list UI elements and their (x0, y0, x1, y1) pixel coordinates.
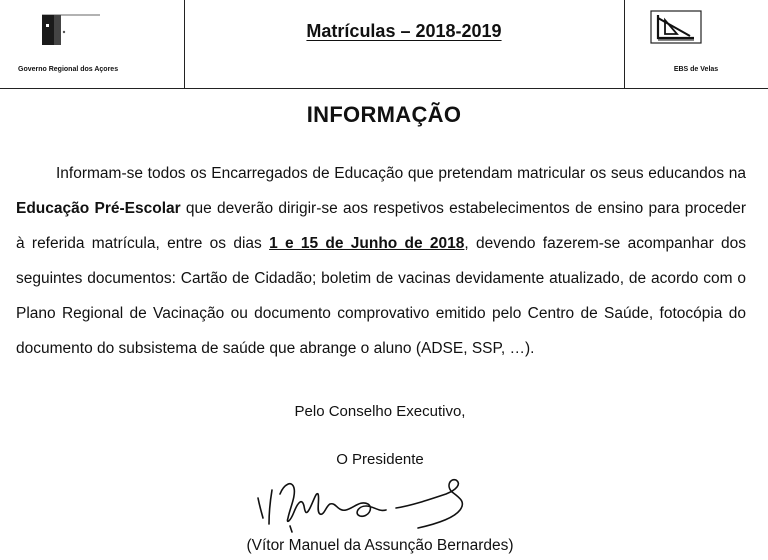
government-label: Governo Regional dos Açores (18, 66, 119, 73)
signoff-council: Pelo Conselho Executivo, (294, 403, 466, 420)
document-header (0, 0, 768, 89)
body-text-part-2: que deverão dirigir-se aos respetivos estabelecimentos de ensino para proceder à referida matrícula, entre os dias (16, 200, 746, 252)
signoff-role: O Presidente (336, 451, 424, 468)
document-title: INFORMAÇÃO (306, 102, 462, 127)
education-level-emphasis: Educação Pré-Escolar (16, 200, 181, 217)
government-emblem-icon (40, 14, 102, 48)
school-label: EBS de Velas (673, 66, 719, 73)
handwritten-signature (250, 472, 480, 538)
announcement-paragraph (16, 156, 746, 366)
body-text-part-3: , devendo fazerem-se acompanhar dos seguintes documentos: Cartão de Cidadão; boletim de vacinas devidamente atualizado, de acordo com o Plano Regional de Vacinação ou documento comprovativo emitido pelo Centro de Saúde, fotocópia do documento do subsistema de saúde que abrange o aluno (ADSE, SSP, …). (16, 235, 747, 357)
enrollment-dates: 1 e 15 de Junho de 2018 (269, 235, 465, 252)
header-right-cell (624, 0, 768, 88)
header-title: Matrículas – 2018-2019 (306, 21, 502, 41)
body-text-part-1: Informam-se todos os Encarregados de Educação que pretendam matricular os seus educandos na (56, 165, 746, 182)
header-title-cell (184, 0, 625, 88)
header-left-cell (0, 0, 185, 88)
school-logo-icon (650, 10, 702, 44)
president-name: (Vítor Manuel da Assunção Bernardes) (246, 537, 514, 554)
